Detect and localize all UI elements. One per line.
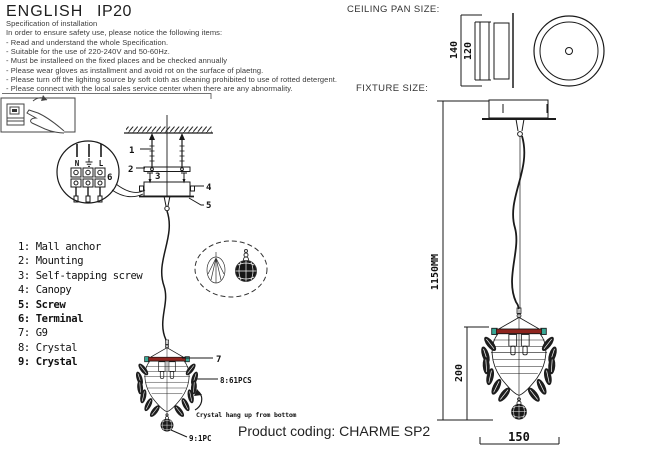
callout-2: 2 [128, 165, 134, 175]
callout-6: 6 [107, 173, 113, 183]
callout-4: 4 [206, 183, 212, 193]
parts-item: 7: G9 [18, 327, 48, 340]
crystal-note: Crystal hang up from bottom [196, 411, 297, 419]
parts-item: 4: Canopy [18, 284, 72, 297]
dim-140: 140 [449, 40, 460, 60]
pendant-right [479, 308, 558, 419]
ip-rating-label: IP20 [97, 3, 132, 20]
fixture-drawing [437, 100, 559, 444]
dim-200: 200 [454, 363, 465, 383]
parts-item: 3: Self-tapping screw [18, 269, 143, 282]
dim-1150mm: 1150MM [430, 253, 441, 291]
dim-120: 120 [463, 41, 474, 61]
ground-icon [86, 158, 93, 166]
parts-item: 1: Mall anchor [18, 241, 101, 253]
spec-intro: In order to ensure safety use, please notice the following items: [6, 28, 223, 38]
spec-block [6, 19, 337, 94]
spec-line: - Please wear gloves as installment and avoid rot on the surface of plaetng. [6, 65, 264, 75]
spec-line: - Suitable for the use of 220-240V and 50-60Hz. [6, 47, 170, 57]
ceiling-pan-size-label: CEILING PAN SIZE: [347, 4, 440, 15]
parts-item: 5: Screw [18, 298, 66, 311]
dim-150: 150 [508, 430, 530, 444]
callout-3: 3 [155, 172, 161, 182]
spec-line: - Please connect with the local sales service center when there are any abnormality. [6, 84, 293, 94]
spec-line: - Read and understand the whole Specification. [6, 37, 169, 47]
fixture-canopy [489, 100, 548, 118]
ball-crystal-detail [236, 250, 257, 282]
terminal-block [71, 168, 105, 202]
leaf-crystal-detail [207, 252, 225, 283]
callout-8-count: 8:61PCS [220, 376, 252, 385]
ceiling-hatch [126, 127, 212, 134]
cord-grip [164, 196, 170, 211]
callout-1: 1 [129, 146, 135, 156]
crystal-detail-bubble [195, 241, 267, 297]
callout-7: 7 [216, 355, 222, 365]
fixture-cable [512, 136, 524, 309]
power-off-illustration [1, 95, 75, 133]
language-label: ENGLISH [6, 3, 84, 20]
terminal-l-label: L [98, 159, 104, 168]
callout-9-count: 9:1PC [189, 434, 212, 443]
parts-item: 9: Crystal [18, 356, 78, 369]
spec-line: - Please turn off the lighitng source by soft cloth as cleaning prohibited to use of rotted detergent. [6, 75, 338, 85]
terminal-n-label: N [74, 159, 80, 168]
parts-list [18, 240, 142, 370]
fixture-size-label: FIXTURE SIZE: [356, 83, 429, 94]
cable [162, 211, 170, 340]
parts-item: 8: Crystal [18, 341, 78, 354]
callout-5: 5 [206, 201, 212, 211]
pendant-middle [135, 340, 200, 431]
spec-title: Specification of installation [6, 19, 98, 28]
product-coding-label: Product coding: CHARME SP2 [238, 423, 431, 439]
spec-line: - Must be installeed on the fixed places and be checked annually [6, 56, 228, 66]
parts-item: 2: Mounting [18, 255, 84, 268]
ceiling-pan-drawing [461, 13, 604, 88]
parts-item: 6: Terminal [18, 313, 84, 326]
